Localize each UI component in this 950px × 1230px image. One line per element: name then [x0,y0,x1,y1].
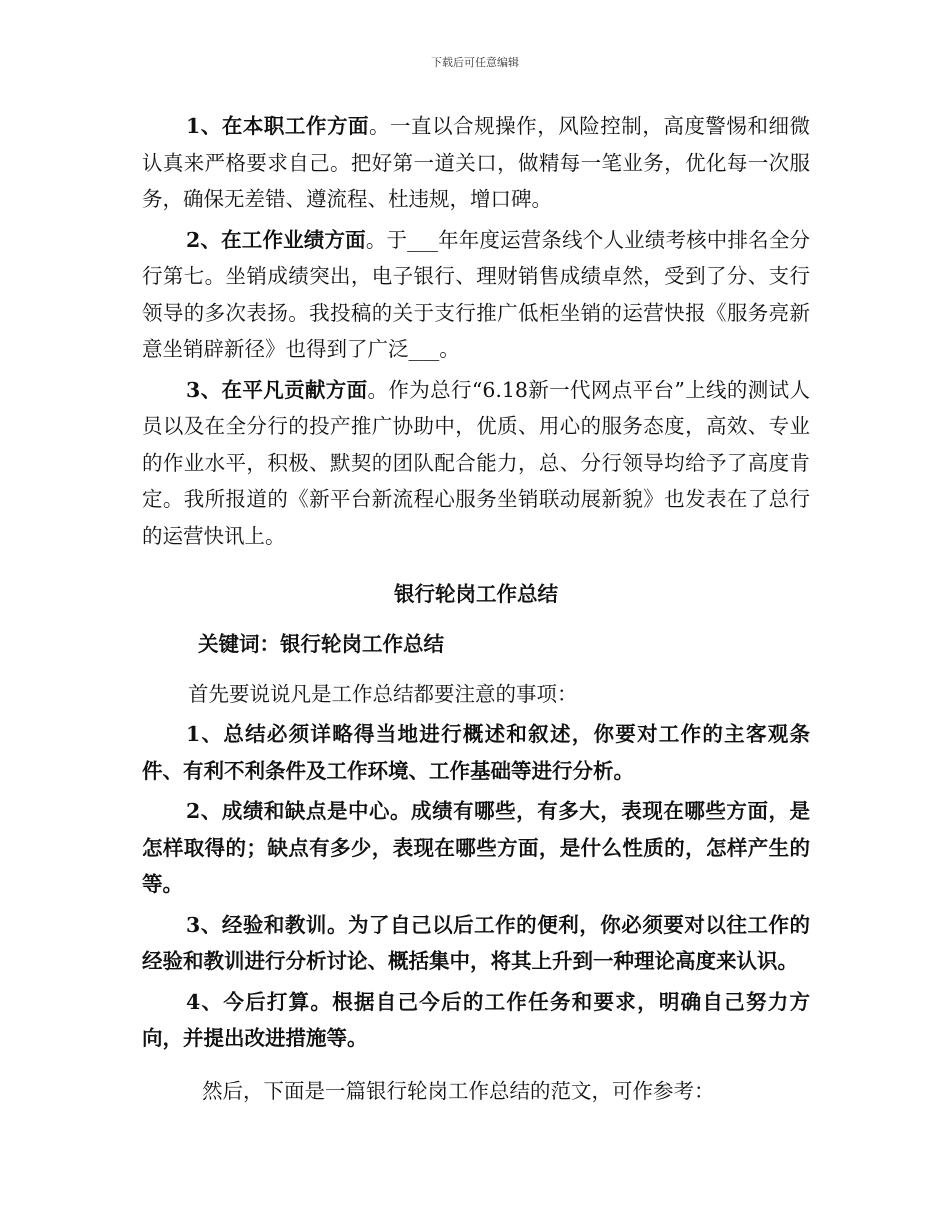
closing-line: 然后，下面是一篇银行轮岗工作总结的范文，可作参考： [202,1078,715,1103]
paragraph-heading: 3、在平凡贡献方面 [186,377,368,402]
intro-line: 首先要说说凡是工作总结都要注意的事项： [188,682,578,706]
point-achievements: 2、成绩和缺点是中心。成绩有哪些，有多大，表现在哪些方面，是怎样取得的；缺点有多少，表现在哪些方面，是什么性质的，怎样产生的等。 [142,799,810,896]
paragraph-heading: 2、在工作业绩方面 [186,227,366,252]
paragraph-text: 。于___年年度运营条线个人业绩考核中排名全分行第七。坐销成绩突出，电子银行、理财销售成绩卓然，受到了分、支行领导的多次表扬。我投稿的关于支行推广低柜坐销的运营快报《服务亮新意坐销辟新径》也得到了广泛___。 [142,227,810,361]
paragraph-text: 。一直以合规操作，风险控制，高度警惕和细微认真来严格要求自己。把好第一道关口，做精每一笔业务，优化每一次服务，确保无差错、遵流程、杜违规，增口碑。 [142,114,811,211]
section-title: 银行轮岗工作总结 [394,582,558,606]
document-body [142,108,810,1109]
keywords-line: 关键词：银行轮岗工作总结 [198,632,444,656]
point-lessons: 3、经验和教训。为了自己以后工作的便利，你必须要对以往工作的经验和教训进行分析讨论、概括集中，将其上升到一种理论高度来认识。 [142,912,810,973]
paragraph-performance [142,222,810,368]
point-plans: 4、今后打算。根据自己今后的工作任务和要求，明确自己努力方向，并提出改进措施等。 [142,989,810,1050]
page-header: 下载后可任意编辑 [431,56,519,69]
point-summary: 1、总结必须详略得当地进行概述和叙述，你要对工作的主客观条件、有利不利条件及工作环境、工作基础等进行分析。 [142,722,810,783]
paragraph-heading: 1、在本职工作方面 [186,114,369,138]
paragraph-contribution [142,372,810,555]
paragraph-duty [142,108,810,218]
paragraph-text: 。作为总行“6.18新一代网点平台”上线的测试人员以及在全分行的投产推广协助中，优质、用心的服务态度，高效、专业的作业水平，积极、默契的团队配合能力，总、分行领导均给予了高度肯定。我所报道的《新平台新流程心服务坐销联动展新貌》也发表在了总行的运营快讯上。 [142,377,811,548]
